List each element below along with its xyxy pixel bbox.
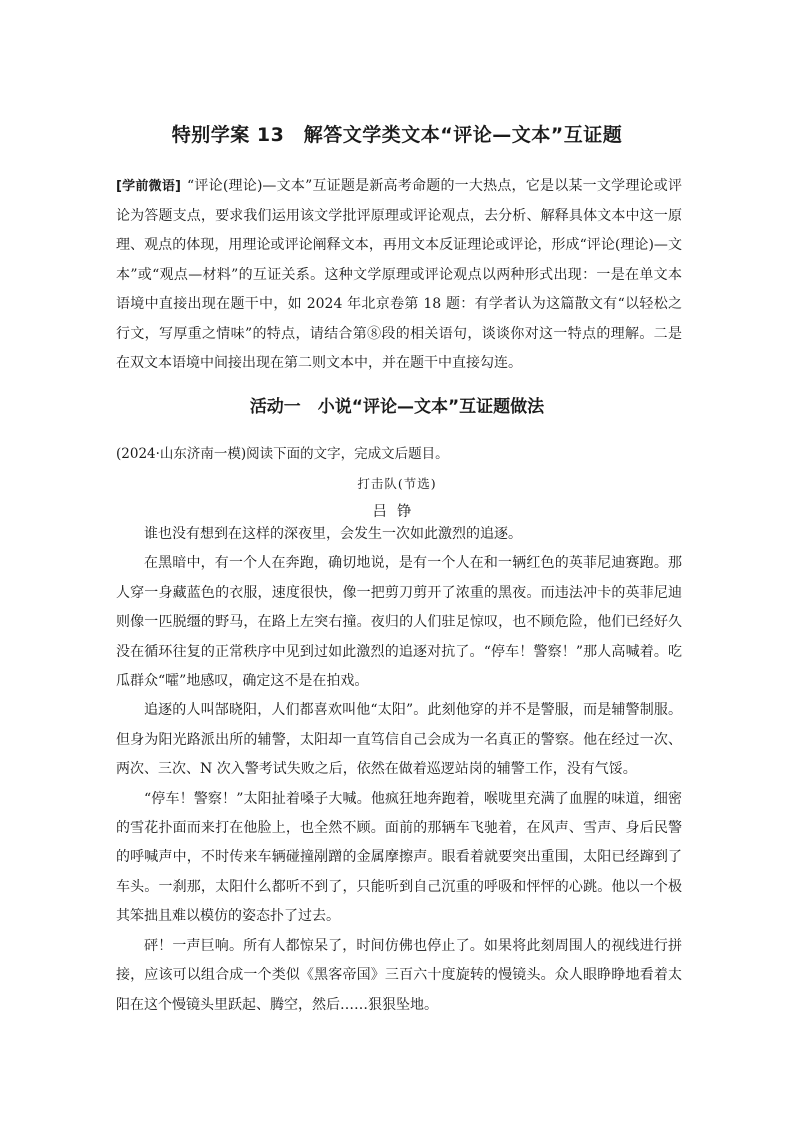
section-title: 活动一 小说“评论—文本”互证题做法 [249, 397, 545, 417]
document-title: 特别学案 13 解答文学类文本“评论—文本”互证题 [171, 124, 623, 146]
story-body [116, 520, 682, 1020]
source-line: (2024·山东济南一模)阅读下面的文字，完成文后题目。 [116, 446, 449, 462]
author-name: 吕铮 [372, 504, 422, 520]
work-title: 打击队(节选) [357, 476, 437, 491]
intro-tag: [学前微语] [116, 179, 181, 194]
story-paragraph: “停车！警察！”太阳扯着嗓子大喊。他疯狂地奔跑着，喉咙里充满了血腥的味道，细密的雪花扑面而来打在他脸上，也全然不顾。面前的那辆车飞驰着，在风声、雪声、身后民警的呼喊声中，不时传来车辆碰撞剐蹭的金属摩擦声。眼看着就要突出重围，太阳已经蹿到了车头。一刹那，太阳什么都听不到了，只能听到自己沉重的呼吸和怦怦的心跳。他以一个极其笨拙且难以模仿的姿态扑了过去。 [116, 790, 682, 925]
story-paragraph: 在黑暗中，有一个人在奔跑，确切地说，是有一个人在和一辆红色的英菲尼迪赛跑。那人穿一身藏蓝色的衣服，速度很快，像一把剪刀剪开了浓重的黑夜。而违法冲卡的英菲尼迪则像一匹脱缰的野马，在路上左突右撞。夜归的人们驻足惊叹，也不顾危险，他们已经好久没在循环往复的正常秩序中见到过如此激烈的追逐对抗了。“停车！警察！”那人高喊着。吃瓜群众“嚯”地感叹，确定这不是在拍戏。 [116, 555, 682, 690]
story-paragraph: 砰！一声巨响。所有人都惊呆了，时间仿佛也停止了。如果将此刻周围人的视线进行拼接，应该可以组合成一个类似《黑客帝国》三百六十度旋转的慢镜头。众人眼睁睁地看着太阳在这个慢镜头里跃起、腾空，然后……狠狠坠地。 [116, 937, 682, 1013]
story-paragraph: 追逐的人叫郜晓阳，人们都喜欢叫他“太阳”。此刻他穿的并不是警服，而是辅警制服。但身为阳光路派出所的辅警，太阳却一直笃信自己会成为一名真正的警察。他在经过一次、两次、三次、N 次入警考试失败之后，依然在做着巡逻站岗的辅警工作，没有气馁。 [116, 702, 682, 778]
story-paragraph: 谁也没有想到在这样的深夜里，会发生一次如此激烈的追逐。 [144, 526, 522, 542]
intro-paragraph [116, 172, 682, 379]
intro-text: “评论(理论)—文本”互证题是新高考命题的一大热点，它是以某一文学理论或评论为答题支点，要求我们运用该文学批评原理或评论观点，去分析、解释具体文本中这一原理、观点的体现，用理论或评论阐释文本，再用文本反证理论或评论，形成“评论(理论)—文本”或“观点—材料”的互证关系。这种文学原理或评论观点以两种形式出现：一是在单文本语境中直接出现在题干中，如 2024 年北京卷第 18 题：有学者认为这篇散文有“以轻松之行文，写厚重之情味”的特点，请结合第⑧段的相关语句，谈谈你对这一特点的理解。二是在双文本语境中间接出现在第二则文本中，并在题干中直接勾连。 [116, 178, 682, 371]
